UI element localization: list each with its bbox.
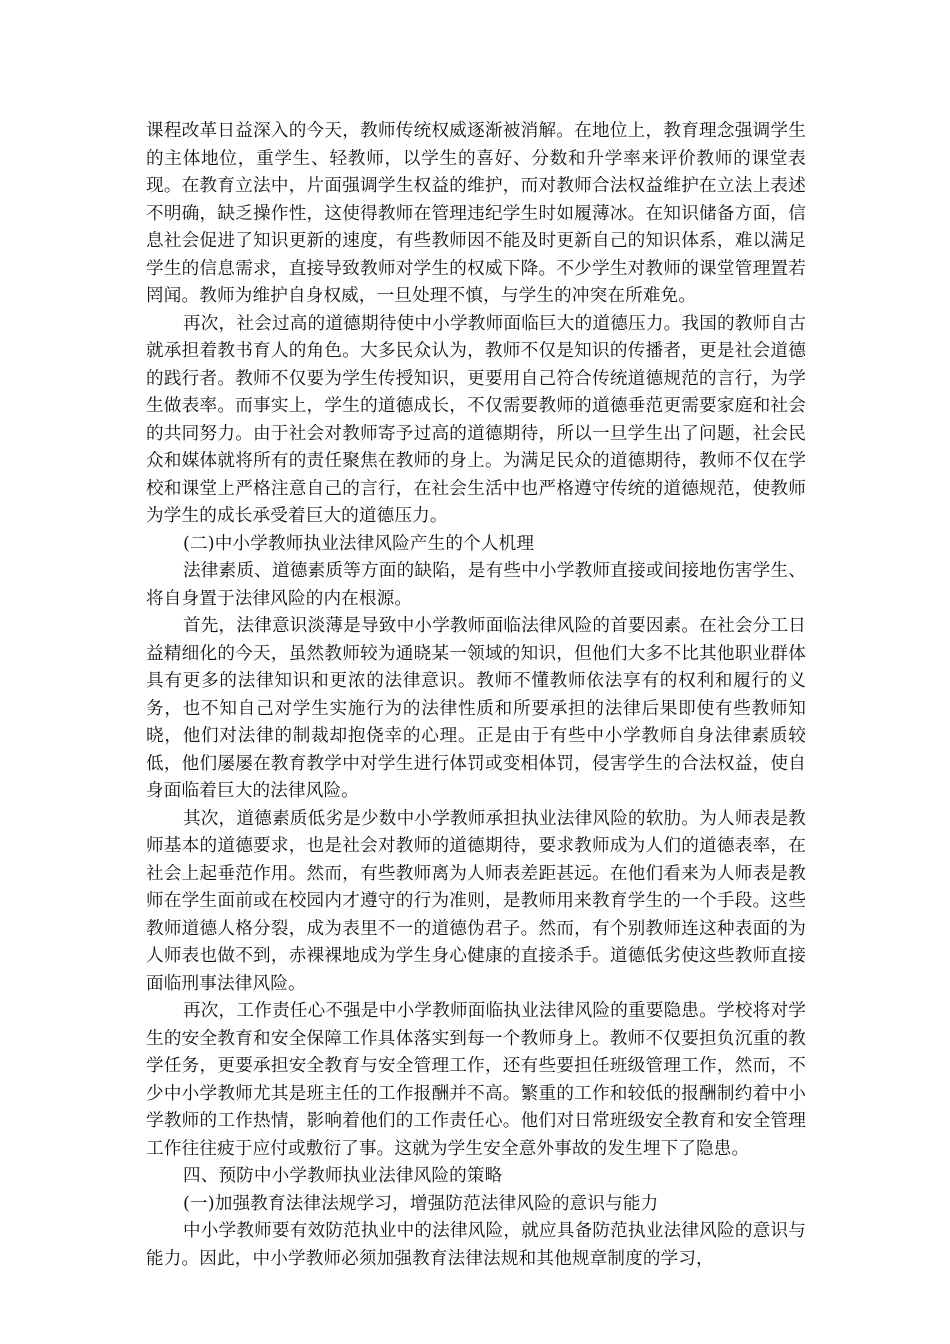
paragraph-moral-quality: 其次，道德素质低劣是少数中小学教师承担执业法律风险的软肋。为人师表是教师基本的道德要求，也是社会对教师的道德期待，要求教师成为人们的道德表率，在社会上起垂范作用。然而，有些教师离为人师表差距甚远。在他们看来为人师表是教师在学生面前或在校园内才遵守的行为准则，是教师用来教育学生的一个手段。这些教师道德人格分裂，成为表里不一的道德伪君子。然而，有个别教师连这种表面的为人师表也做不到，赤裸裸地成为学生身心健康的直接杀手。道德低劣使这些教师直接面临刑事法律风险。: [146, 808, 806, 994]
section-heading-prevention-strategy: 四、预防中小学教师执业法律风险的策略: [182, 1166, 503, 1186]
paragraph-responsibility: 再次，工作责任心不强是中小学教师面临执业法律风险的重要隐患。学校将对学生的安全教育和安全保障工作具体落实到每一个教师身上。教师不仅要担负沉重的教学任务，更要承担安全教育与安全管理工作，还有些要担任班级管理工作，然而，不少中小学教师尤其是班主任的工作报酬并不高。繁重的工作和较低的报酬制约着中小学教师的工作热情，影响着他们的工作责任心。他们对日常班级安全教育和安全管理工作往往疲于应付或敷衍了事。这就为学生安全意外事故的发生埋下了隐患。: [146, 1001, 806, 1159]
document-body: [146, 118, 806, 1273]
paragraph-continuation: 课程改革日益深入的今天，教师传统权威逐渐被消解。在地位上，教育理念强调学生的主体地位，重学生、轻教师，以学生的喜好、分数和升学率来评价教师的课堂表现。在教育立法中，片面强调学生权益的维护，而对教师合法权益维护在立法上表述不明确，缺乏操作性，这使得教师在管理违纪学生时如履薄冰。在知识储备方面，信息社会促进了知识更新的速度，有些教师因不能及时更新自己的知识体系，难以满足学生的信息需求，直接导致教师对学生的权威下降。不少学生对教师的课堂管理置若罔闻。教师为维护自身权威，一旦处理不慎，与学生的冲突在所难免。: [146, 121, 806, 306]
subsection-heading-legal-study: (一)加强教育法律法规学习，增强防范法律风险的意识与能力: [182, 1193, 659, 1214]
paragraph-intro-defects: 法律素质、道德素质等方面的缺陷，是有些中小学教师直接或间接地伤害学生、将自身置于法律风险的内在根源。: [146, 561, 806, 609]
paragraph-legal-awareness: 首先，法律意识淡薄是导致中小学教师面临法律风险的首要因素。在社会分工日益精细化的今天，虽然教师较为通晓某一领域的知识，但他们大多不比其他职业群体具有更多的法律知识和更浓的法律意识。教师不懂教师依法享有的权利和履行的义务，也不知自己对学生实施行为的法律性质和所要承担的法律后果即使有些教师知晓，他们对法律的制裁却抱侥幸的心理。正是由于有些中小学教师自身法律素质较低，他们屡屡在教育教学中对学生进行体罚或变相体罚，侵害学生的合法权益，使自身面临着巨大的法律风险。: [146, 616, 806, 801]
section-heading-personal-mechanism: (二)中小学教师执业法律风险产生的个人机理: [182, 533, 535, 554]
paragraph-legal-study: 中小学教师要有效防范执业中的法律风险，就应具备防范执业法律风险的意识与能力。因此，中小学教师必须加强教育法律法规和其他规章制度的学习，: [146, 1221, 806, 1269]
paragraph-moral-pressure: 再次，社会过高的道德期待使中小学教师面临巨大的道德压力。我国的教师自古就承担着教书育人的角色。大多民众认为，教师不仅是知识的传播者，更是社会道德的践行者。教师不仅要为学生传授知识，更要用自己符合传统道德规范的言行，为学生做表率。而事实上，学生的道德成长，不仅需要教师的道德垂范更需要家庭和社会的共同努力。由于社会对教师寄予过高的道德期待，所以一旦学生出了问题，社会民众和媒体就将所有的责任聚焦在教师的身上。为满足民众的道德期待，教师不仅在学校和课堂上严格注意自己的言行，在社会生活中也严格遵守传统的道德规范，使教师为学生的成长承受着巨大的道德压力。: [146, 313, 806, 526]
